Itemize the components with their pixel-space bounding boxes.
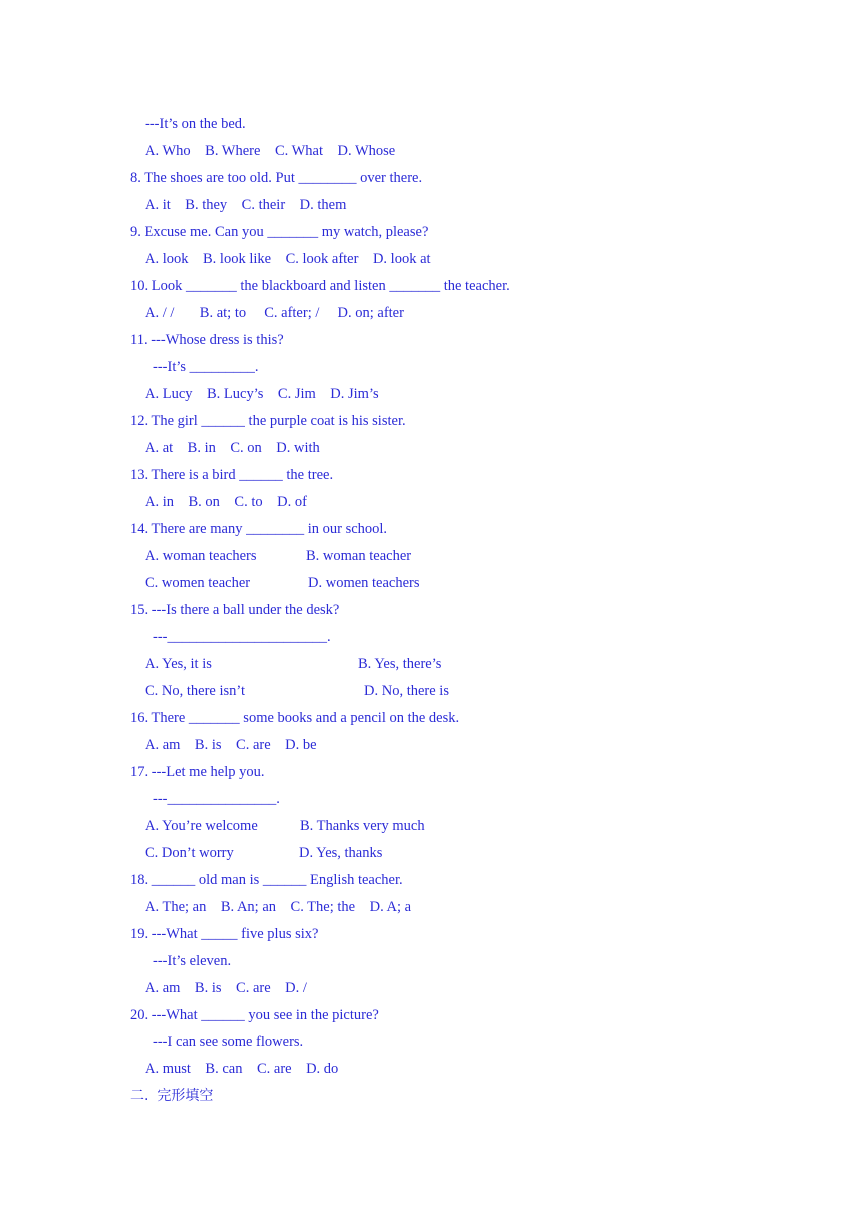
- options-line: A. in B. on C. to D. of: [145, 494, 307, 510]
- options-line: A. / / B. at; to C. after; / D. on; after: [145, 305, 404, 321]
- option-a: A. Yes, it is: [145, 656, 212, 672]
- question-20: 20. ---What ______ you see in the picture?: [130, 1007, 379, 1023]
- option-d: D. women teachers: [308, 575, 420, 591]
- question-16: 16. There _______ some books and a pencil on the desk.: [130, 710, 460, 726]
- options-line: A. am B. is C. are D. be: [145, 737, 317, 753]
- question-15: 15. ---Is there a ball under the desk?: [130, 602, 340, 618]
- option-a: A. You’re welcome: [145, 818, 258, 834]
- options-line: A. look B. look like C. look after D. look at: [145, 251, 431, 267]
- options-line: A. must B. can C. are D. do: [145, 1061, 339, 1077]
- option-a: A. woman teachers: [145, 548, 257, 564]
- option-d: D. Yes, thanks: [299, 845, 383, 861]
- options-line: A. am B. is C. are D. /: [145, 980, 307, 996]
- option-b: B. Yes, there’s: [358, 656, 442, 672]
- answer-line: ---It’s _________.: [153, 359, 259, 375]
- options-line: A. at B. in C. on D. with: [145, 440, 320, 456]
- question-19: 19. ---What _____ five plus six?: [130, 926, 319, 942]
- question-8: 8. The shoes are too old. Put ________ over there.: [130, 170, 423, 186]
- answer-blank: ---_______________.: [153, 791, 280, 807]
- answer-line: ---It’s eleven.: [153, 953, 232, 969]
- question-11: 11. ---Whose dress is this?: [130, 332, 284, 348]
- question-13: 13. There is a bird ______ the tree.: [130, 467, 334, 483]
- question-14: 14. There are many ________ in our school.: [130, 521, 388, 537]
- option-b: B. woman teacher: [306, 548, 412, 564]
- question-10: 10. Look _______ the blackboard and listen _______ the teacher.: [130, 278, 510, 294]
- options-line: A. it B. they C. their D. them: [145, 197, 347, 213]
- option-b: B. Thanks very much: [300, 818, 425, 834]
- question-12: 12. The girl ______ the purple coat is his sister.: [130, 413, 406, 429]
- option-c: C. No, there isn’t: [145, 683, 246, 699]
- section-heading: 二. 完形填空: [130, 1088, 214, 1104]
- answer-blank: ---______________________.: [153, 629, 331, 645]
- question-17: 17. ---Let me help you.: [130, 764, 265, 780]
- answer-line: ---I can see some flowers.: [153, 1034, 304, 1050]
- question-9: 9. Excuse me. Can you _______ my watch, please?: [130, 224, 429, 240]
- option-c: C. women teacher: [145, 575, 251, 591]
- question-18: 18. ______ old man is ______ English teacher.: [130, 872, 403, 888]
- option-d: D. No, there is: [364, 683, 449, 699]
- options-line: A. Lucy B. Lucy’s C. Jim D. Jim’s: [145, 386, 379, 402]
- option-c: C. Don’t worry: [145, 845, 234, 861]
- answer-line: ---It’s on the bed.: [145, 116, 246, 132]
- options-line: A. Who B. Where C. What D. Whose: [145, 143, 396, 159]
- options-line: A. The; an B. An; an C. The; the D. A; a: [145, 899, 412, 915]
